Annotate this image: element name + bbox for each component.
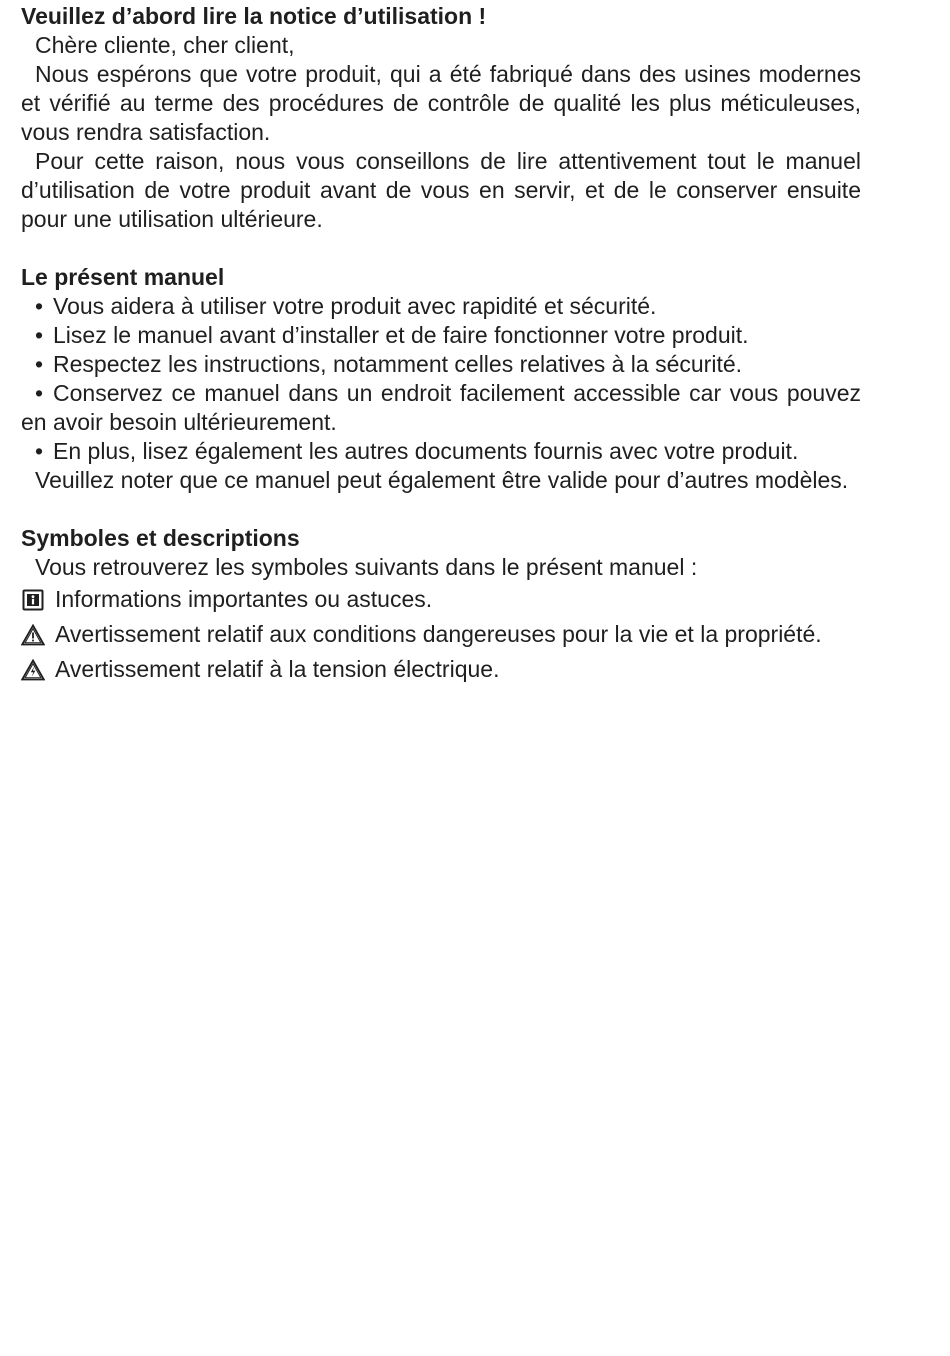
greeting-text: Chère cliente, cher client, xyxy=(35,32,295,58)
manual-bullet-item xyxy=(21,292,861,321)
intro-section xyxy=(21,2,861,234)
intro-title: Veuillez d’abord lire la notice d’utilisation ! xyxy=(21,3,487,29)
symbols-intro: Vous retrouverez les symboles suivants dans le présent manuel : xyxy=(35,554,698,580)
info-icon xyxy=(21,588,45,612)
bullet-dot: • xyxy=(35,293,44,319)
manual-bullet-item xyxy=(21,350,861,379)
bullet-text: En plus, lisez également les autres documents fournis avec votre produit. xyxy=(53,438,799,464)
bullet-text: Conservez ce manuel dans un endroit facilement accessible car vous pouvez en avoir besoin ultérieurement. xyxy=(21,380,861,435)
electric-warning-icon xyxy=(21,658,45,682)
manual-section xyxy=(21,263,861,495)
symbols-section xyxy=(21,524,861,687)
bullet-dot: • xyxy=(35,438,44,464)
symbol-item-warning xyxy=(21,617,861,652)
bullet-dot: • xyxy=(35,380,44,406)
symbols-title: Symboles et descriptions xyxy=(21,525,300,551)
symbol-item-electric-warning xyxy=(21,652,861,687)
bullet-text: Lisez le manuel avant d’installer et de faire fonctionner votre produit. xyxy=(53,322,749,348)
manual-note: Veuillez noter que ce manuel peut également être valide pour d’autres modèles. xyxy=(35,467,849,493)
symbol-item-info xyxy=(21,582,861,617)
bullet-dot: • xyxy=(35,351,44,377)
section-spacer xyxy=(21,495,861,524)
warning-icon xyxy=(21,623,45,647)
intro-paragraph-1: Nous espérons que votre produit, qui a été fabriqué dans des usines modernes et vérifié au terme des procédures de contrôle de qualité les plus méticuleuses, vous rendra satisfaction. xyxy=(21,61,861,145)
bullet-dot: • xyxy=(35,322,44,348)
bullet-text: Respectez les instructions, notamment celles relatives à la sécurité. xyxy=(53,351,743,377)
manual-bullet-item xyxy=(21,321,861,350)
symbol-label: Avertissement relatif aux conditions dangereuses pour la vie et la propriété. xyxy=(55,621,822,647)
document-page xyxy=(21,2,861,687)
intro-paragraph-2: Pour cette raison, nous vous conseillons de lire attentivement tout le manuel d’utilisation de votre produit avant de vous en servir, et de le conserver ensuite pour une utilisation ultérieure. xyxy=(21,148,861,232)
symbol-label: Informations importantes ou astuces. xyxy=(55,586,433,612)
section-spacer xyxy=(21,234,861,263)
manual-bullet-item xyxy=(21,437,861,466)
bullet-text: Vous aidera à utiliser votre produit avec rapidité et sécurité. xyxy=(53,293,657,319)
manual-bullet-item xyxy=(21,379,861,437)
manual-title: Le présent manuel xyxy=(21,264,225,290)
symbol-label: Avertissement relatif à la tension électrique. xyxy=(55,656,500,682)
